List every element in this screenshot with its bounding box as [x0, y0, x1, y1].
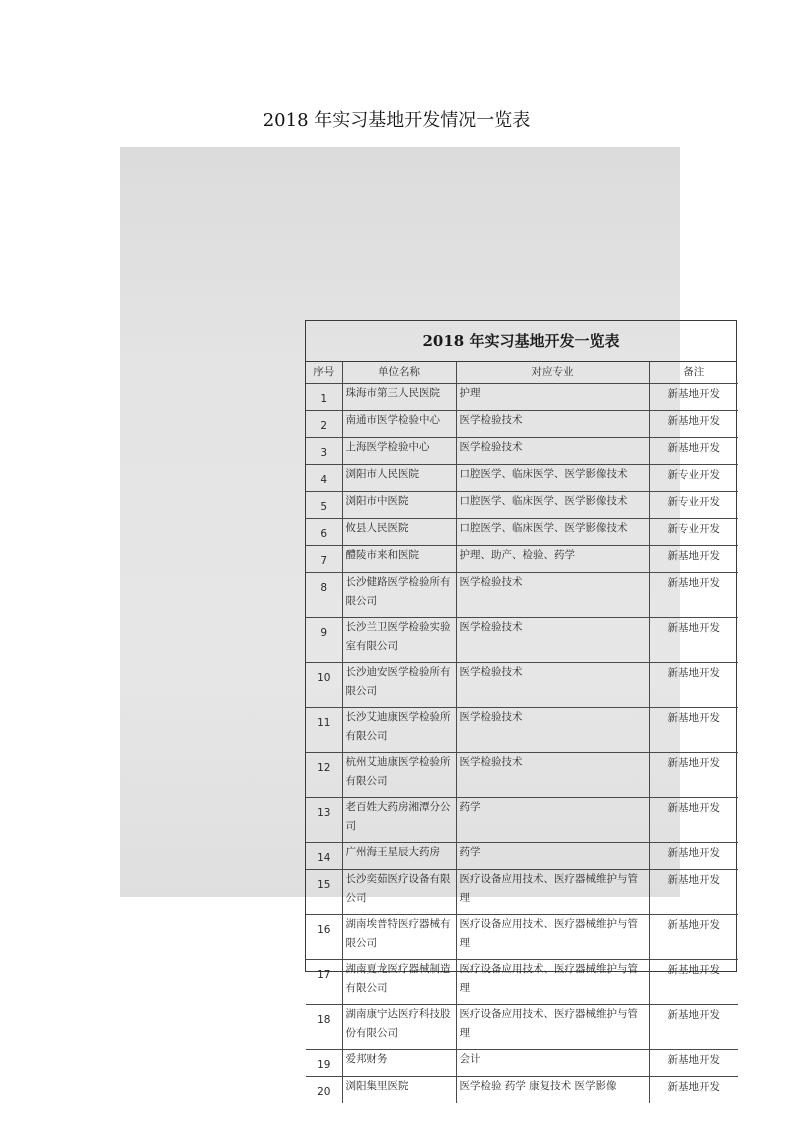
row-note: 新基地开发	[649, 870, 738, 915]
row-major: 医疗设备应用技术、医疗器械维护与管理	[456, 870, 649, 915]
row-name: 湖南夏龙医疗器械制造有限公司	[342, 960, 456, 1005]
table-row	[306, 843, 738, 870]
table-row	[306, 663, 738, 708]
row-major: 医学检验技术	[456, 438, 649, 465]
row-name: 广州海王星辰大药房	[342, 843, 456, 870]
row-note: 新专业开发	[649, 492, 738, 519]
row-name: 浏阳市中医院	[342, 492, 456, 519]
row-name: 浏阳集里医院	[342, 1077, 456, 1104]
table-row	[306, 384, 738, 411]
row-note: 新基地开发	[649, 1050, 738, 1077]
row-note: 新基地开发	[649, 960, 738, 1005]
table-row	[306, 492, 738, 519]
row-note: 新基地开发	[649, 843, 738, 870]
row-name: 长沙健路医学检验所有限公司	[342, 573, 456, 618]
row-no: 19	[306, 1050, 342, 1077]
row-note: 新专业开发	[649, 519, 738, 546]
table-row	[306, 960, 738, 1005]
table-row	[306, 573, 738, 618]
row-major: 医疗设备应用技术、医疗器械维护与管理	[456, 1005, 649, 1050]
sheet-title: 2018 年实习基地开发一览表	[306, 321, 736, 362]
row-major: 护理	[456, 384, 649, 411]
row-no: 13	[306, 798, 342, 843]
row-note: 新基地开发	[649, 546, 738, 573]
header-major: 对应专业	[456, 362, 649, 384]
row-note: 新基地开发	[649, 708, 738, 753]
row-name: 杭州艾迪康医学检验所有限公司	[342, 753, 456, 798]
row-no: 8	[306, 573, 342, 618]
header-name: 单位名称	[342, 362, 456, 384]
row-major: 医学检验技术	[456, 753, 649, 798]
row-note: 新基地开发	[649, 438, 738, 465]
row-no: 3	[306, 438, 342, 465]
header-no: 序号	[306, 362, 342, 384]
row-no: 7	[306, 546, 342, 573]
row-major: 口腔医学、临床医学、医学影像技术	[456, 519, 649, 546]
row-note: 新基地开发	[649, 663, 738, 708]
row-name: 上海医学检验中心	[342, 438, 456, 465]
row-major: 口腔医学、临床医学、医学影像技术	[456, 465, 649, 492]
row-no: 17	[306, 960, 342, 1005]
row-no: 1	[306, 384, 342, 411]
row-note: 新基地开发	[649, 753, 738, 798]
table-row	[306, 798, 738, 843]
table-row	[306, 915, 738, 960]
row-major: 医学检验技术	[456, 573, 649, 618]
row-name: 长沙兰卫医学检验实验室有限公司	[342, 618, 456, 663]
table-row	[306, 708, 738, 753]
row-no: 5	[306, 492, 342, 519]
row-no: 9	[306, 618, 342, 663]
row-no: 6	[306, 519, 342, 546]
internship-table	[306, 362, 738, 1103]
row-major: 医学检验技术	[456, 411, 649, 438]
row-no: 4	[306, 465, 342, 492]
row-note: 新基地开发	[649, 411, 738, 438]
page-title: 2018 年实习基地开发情况一览表	[262, 110, 531, 131]
row-major: 医学检验 药学 康复技术 医学影像	[456, 1077, 649, 1104]
table-row	[306, 753, 738, 798]
row-major: 药学	[456, 798, 649, 843]
row-major: 会计	[456, 1050, 649, 1077]
row-name: 长沙迪安医学检验所有限公司	[342, 663, 456, 708]
row-no: 20	[306, 1077, 342, 1104]
paper-sheet	[305, 320, 737, 1098]
row-note: 新基地开发	[649, 798, 738, 843]
table-row	[306, 546, 738, 573]
row-name: 珠海市第三人民医院	[342, 384, 456, 411]
table-row	[306, 438, 738, 465]
row-name: 爱邦财务	[342, 1050, 456, 1077]
table-row	[306, 1050, 738, 1077]
row-name: 南通市医学检验中心	[342, 411, 456, 438]
row-no: 10	[306, 663, 342, 708]
row-no: 12	[306, 753, 342, 798]
row-note: 新基地开发	[649, 1077, 738, 1104]
row-major: 护理、助产、检验、药学	[456, 546, 649, 573]
row-major: 医疗设备应用技术、医疗器械维护与管理	[456, 960, 649, 1005]
row-note: 新基地开发	[649, 1005, 738, 1050]
row-major: 医学检验技术	[456, 618, 649, 663]
row-name: 醴陵市来和医院	[342, 546, 456, 573]
table-row	[306, 1077, 738, 1104]
row-no: 16	[306, 915, 342, 960]
table-row	[306, 1005, 738, 1050]
row-name: 湖南康宁达医疗科技股份有限公司	[342, 1005, 456, 1050]
row-major: 药学	[456, 843, 649, 870]
row-note: 新基地开发	[649, 573, 738, 618]
row-note: 新基地开发	[649, 915, 738, 960]
table-row	[306, 411, 738, 438]
row-major: 口腔医学、临床医学、医学影像技术	[456, 492, 649, 519]
row-name: 湖南埃普特医疗器械有限公司	[342, 915, 456, 960]
row-major: 医疗设备应用技术、医疗器械维护与管理	[456, 915, 649, 960]
row-no: 15	[306, 870, 342, 915]
row-note: 新基地开发	[649, 384, 738, 411]
row-no: 2	[306, 411, 342, 438]
document-photo	[120, 147, 720, 1098]
row-no: 11	[306, 708, 342, 753]
row-name: 长沙奕茹医疗设备有限公司	[342, 870, 456, 915]
row-note: 新基地开发	[649, 618, 738, 663]
header-note: 备注	[649, 362, 738, 384]
table-row	[306, 870, 738, 915]
row-no: 18	[306, 1005, 342, 1050]
table-row	[306, 519, 738, 546]
row-major: 医学检验技术	[456, 708, 649, 753]
row-major: 医学检验技术	[456, 663, 649, 708]
table-header-row	[306, 362, 738, 384]
table-row	[306, 618, 738, 663]
row-name: 攸县人民医院	[342, 519, 456, 546]
row-name: 老百姓大药房湘潭分公司	[342, 798, 456, 843]
row-no: 14	[306, 843, 342, 870]
row-name: 浏阳市人民医院	[342, 465, 456, 492]
table-row	[306, 465, 738, 492]
row-name: 长沙艾迪康医学检验所有限公司	[342, 708, 456, 753]
row-note: 新专业开发	[649, 465, 738, 492]
